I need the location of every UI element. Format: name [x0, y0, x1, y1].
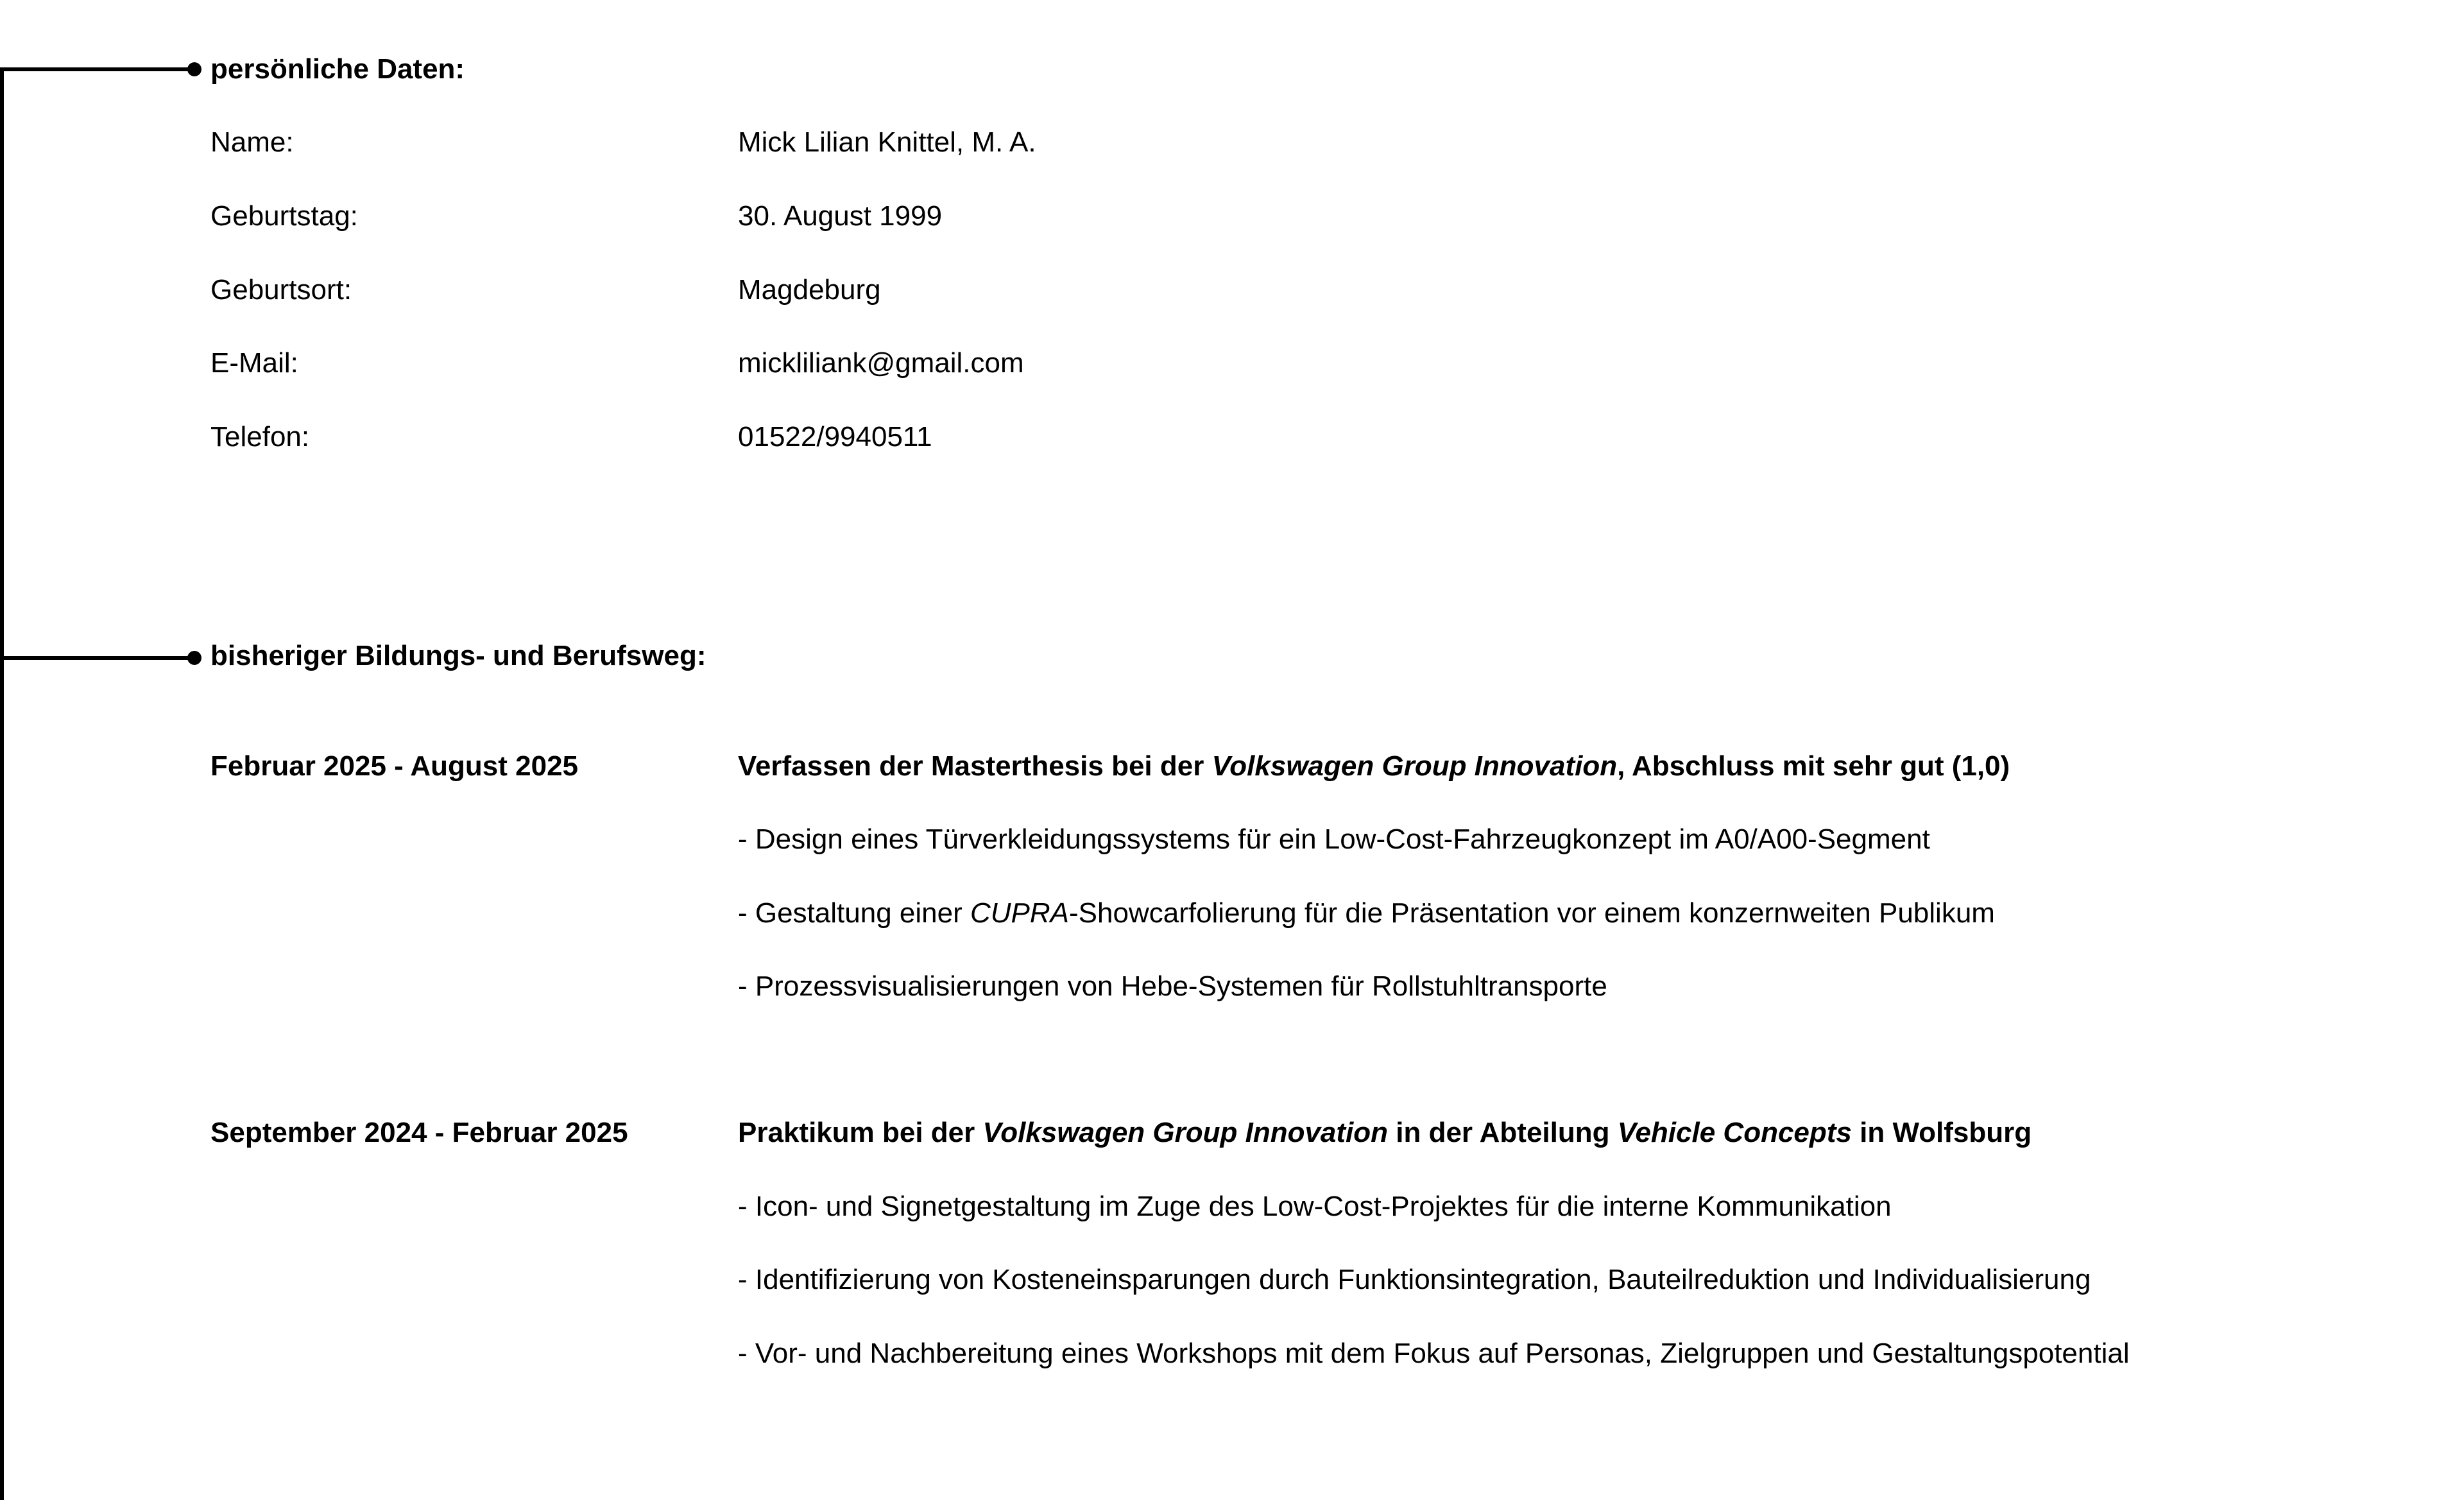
timeline-dot-career	[187, 651, 201, 665]
section-heading-career: bisheriger Bildungs- und Berufsweg:	[210, 640, 706, 671]
entry-bullet: - Vor- und Nachbereitung eines Workshops mit dem Fokus auf Personas, Zielgruppen und Gestaltungspotential	[738, 1338, 2130, 1369]
timeline-line	[0, 69, 4, 1500]
entry-title: Praktikum bei der Volkswagen Group Innovation in der Abteilung Vehicle Concepts in Wolfsburg	[738, 1117, 2032, 1148]
field-value: 01522/9940511	[738, 421, 932, 453]
field-value: 30. August 1999	[738, 200, 943, 232]
entry-bullet: - Prozessvisualisierungen von Hebe-Systemen für Rollstuhltransporte	[738, 970, 1607, 1002]
entry-bullet: - Design eines Türverkleidungssystems für ein Low-Cost-Fahrzeugkonzept im A0/A00-Segment	[738, 823, 1930, 855]
field-value: Magdeburg	[738, 274, 881, 306]
timeline-dot-personal	[187, 62, 201, 76]
field-label: E-Mail:	[210, 347, 298, 379]
field-label: Name:	[210, 126, 294, 158]
entry-bullet: - Identifizierung von Kosteneinsparungen durch Funktionsintegration, Bauteilreduktion und Individualisierung	[738, 1264, 2091, 1295]
entry-bullet: - Gestaltung einer CUPRA-Showcarfolierung für die Präsentation vor einem konzernweiten Publikum	[738, 897, 1995, 929]
entry-bullet: - Icon- und Signetgestaltung im Zuge des Low-Cost-Projektes für die interne Kommunikation	[738, 1191, 1892, 1222]
field-value: mickliliank@gmail.com	[738, 347, 1024, 379]
field-label: Geburtstag:	[210, 200, 358, 232]
company-name: Volkswagen Group Innovation	[982, 1117, 1389, 1148]
field-value: Mick Lilian Knittel, M. A.	[738, 126, 1036, 158]
field-label: Telefon:	[210, 421, 310, 453]
section-heading-personal: persönliche Daten:	[210, 53, 465, 85]
timeline-connector-personal	[0, 67, 193, 71]
field-label: Geburtsort:	[210, 274, 352, 306]
entry-period: September 2024 - Februar 2025	[210, 1117, 628, 1148]
timeline-connector-career	[0, 656, 193, 660]
entry-title: Verfassen der Masterthesis bei der Volkswagen Group Innovation, Abschluss mit sehr gut (1,0)	[738, 750, 2010, 782]
department-name: Vehicle Concepts	[1617, 1117, 1852, 1148]
brand-name: CUPRA	[970, 897, 1069, 929]
entry-period: Februar 2025 - August 2025	[210, 750, 579, 782]
company-name: Volkswagen Group Innovation	[1211, 750, 1618, 782]
